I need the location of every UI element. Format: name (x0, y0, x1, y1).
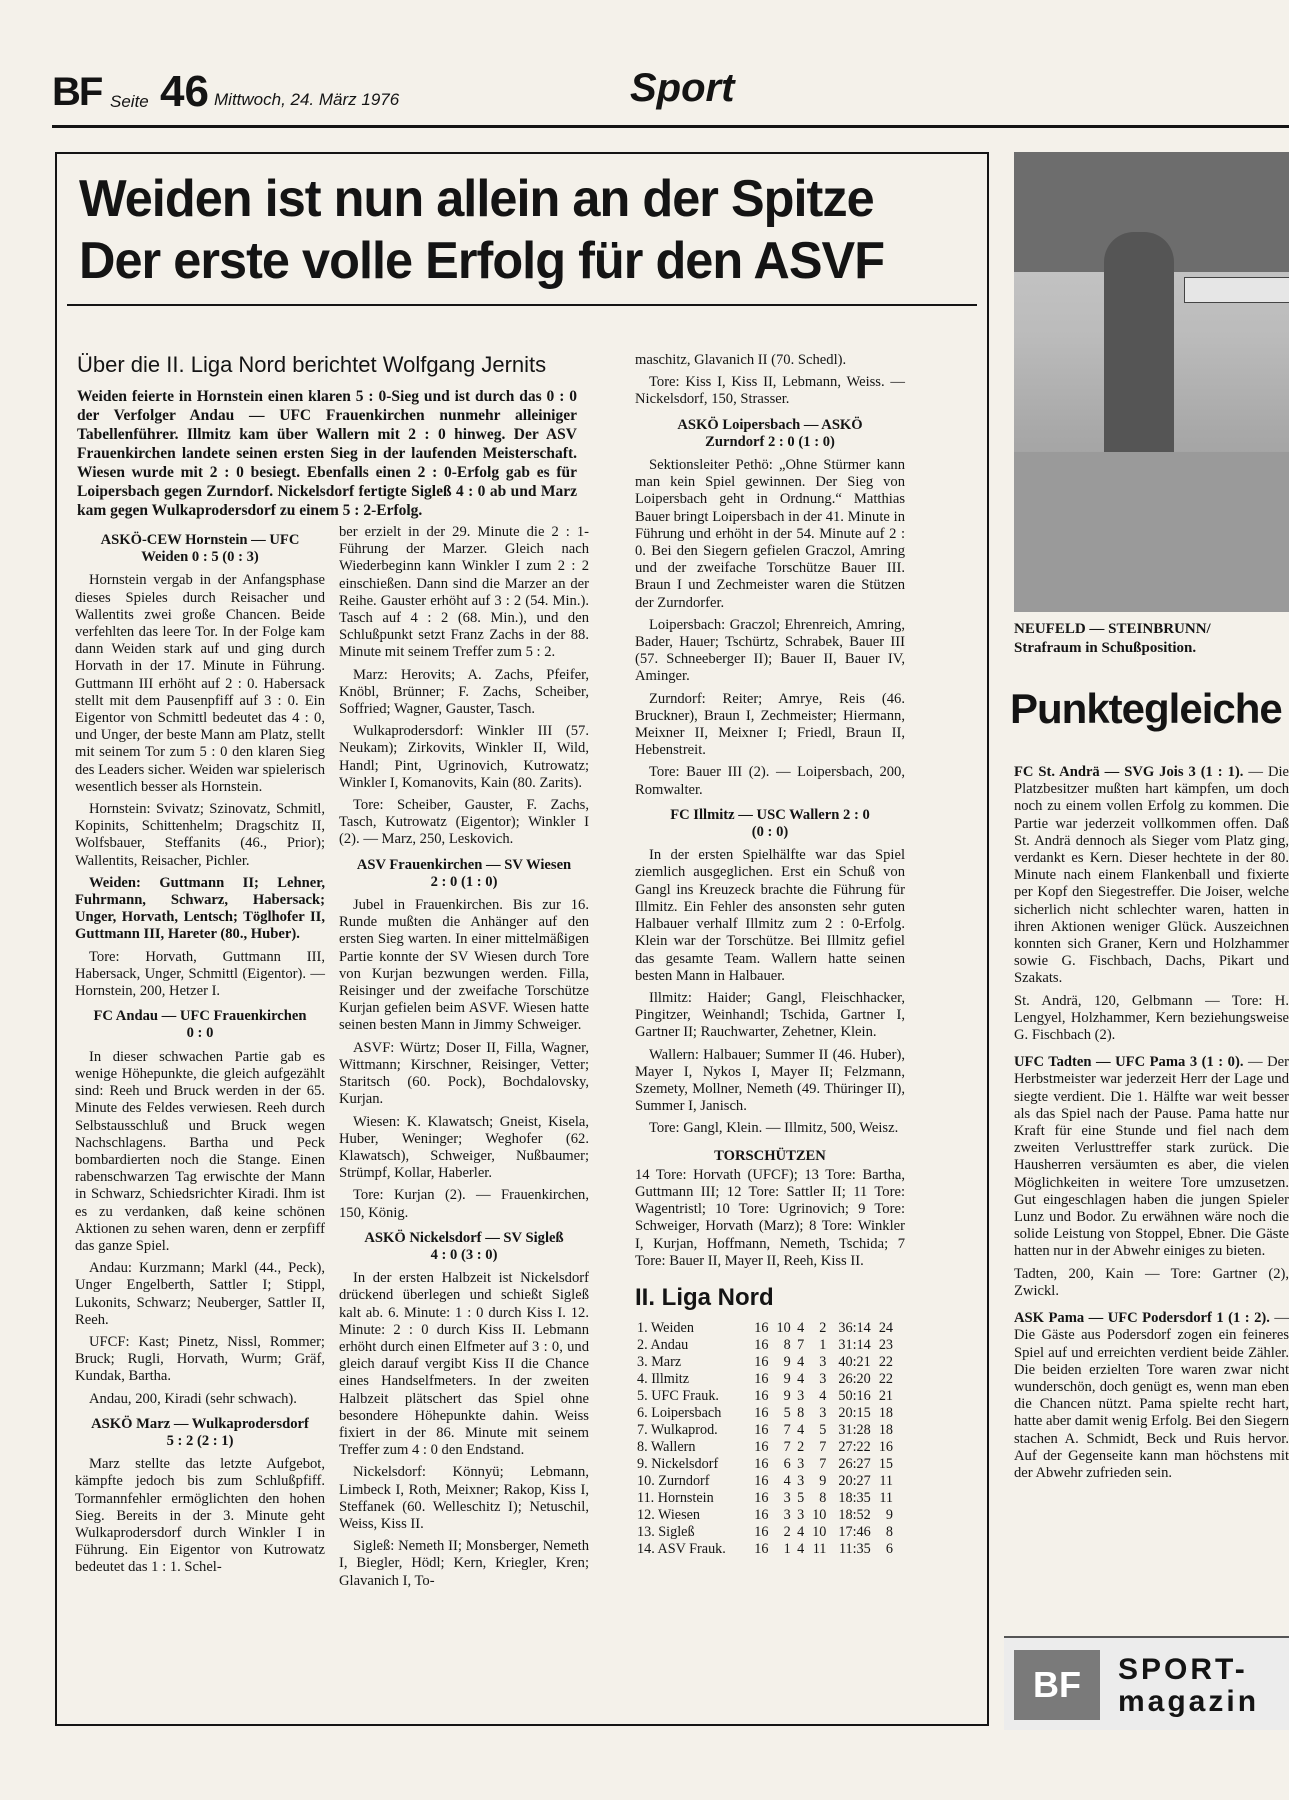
lineup: Wulkaprodersdorf: Winkler III (57. Neukam); Zirkovits, Winkler II, Wild, Handl; Pint, Ugrinovich, Kutrowatz; Winkler I, Komanovits, Kain (80. Zarits). (339, 723, 589, 791)
stat-cell: 40:21 (838, 1353, 871, 1370)
match-teams: FC Illmitz — USC Wallern 2 : 0 (670, 806, 870, 823)
stat-cell: 4 (797, 1421, 805, 1438)
referee-line: Andau, 200, Kiradi (sehr schwach). (89, 1390, 297, 1407)
table-row (635, 1507, 895, 1524)
stat-cell: 18:52 (838, 1506, 871, 1523)
stat-cell: 16 (878, 1438, 893, 1455)
match-score: Zurndorf 2 : 0 (1 : 0) (705, 433, 835, 450)
lineup: Hornstein: Svivatz; Szinovatz, Schmitl, Kopinits, Schittenhelm; Dragschitz II, Wolfsbauer, Steffanits (46., Prior); Wallentits, Reisacher, Pichler. (75, 801, 325, 869)
stat-cell: 7 (797, 1336, 805, 1353)
stat-cell: 16 (754, 1319, 769, 1336)
headline-line-2: Der erste volle Erfolg für den ASVF (79, 232, 885, 290)
advert-text (1118, 1654, 1259, 1718)
stat-cell: 16 (754, 1370, 769, 1387)
masthead (52, 64, 1289, 124)
table-row (635, 1388, 895, 1405)
stat-cell: 7 (783, 1421, 791, 1438)
match-score: 2 : 0 (1 : 0) (430, 873, 498, 890)
team-cell: 14. ASV Frauk. (637, 1540, 726, 1557)
stat-cell: 16 (754, 1540, 769, 1557)
stat-cell: 7 (783, 1438, 791, 1455)
side-article (1014, 764, 1289, 1487)
stat-cell: 22 (878, 1353, 893, 1370)
stat-cell: 16 (754, 1523, 769, 1540)
photo-player (1104, 232, 1174, 462)
match-teams: FC Andau — UFC Frauenkirchen (93, 1008, 307, 1025)
match-heading (635, 807, 905, 841)
goals-line: St. Andrä, 120, Gelbmann — Tore: H. Lengyel, Holzhammer, Kern beziehungsweise G. Fischbach (2). (1014, 992, 1289, 1044)
stat-cell: 16 (754, 1387, 769, 1404)
stat-cell: 3 (797, 1506, 805, 1523)
stat-cell: 9 (783, 1353, 791, 1370)
stat-cell: 2 (783, 1523, 791, 1540)
goals-line: Tore: Kiss I, Kiss II, Lebmann, Weiss. — Nickelsdorf, 150, Strasser. (635, 374, 905, 408)
league-table (635, 1320, 895, 1558)
headline-rule (67, 304, 977, 306)
stat-cell: 6 (783, 1455, 791, 1472)
stat-cell: 2 (797, 1438, 805, 1455)
stat-cell: 26:20 (838, 1370, 871, 1387)
match-heading: ASK Pama — UFC Podersdorf 1 (1 : 2). (1014, 1310, 1270, 1327)
stat-cell: 9 (885, 1506, 893, 1523)
league-table-title: II. Liga Nord (635, 1283, 774, 1311)
match-heading (75, 1416, 325, 1450)
match-score: 5 : 2 (2 : 1) (166, 1432, 234, 1449)
stat-cell: 8 (885, 1523, 893, 1540)
team-cell: 9. Nickelsdorf (637, 1455, 719, 1472)
lineup: Zurndorf: Reiter; Amrye, Reis (46. Bruckner), Braun I, Zechmeister; Hiermann, Meixner II, Meixner I; Friedl, Braun II, Hebenstreit. (635, 690, 905, 759)
stat-cell: 20:27 (838, 1472, 871, 1489)
stat-cell: 3 (797, 1472, 805, 1489)
stat-cell: 10 (812, 1506, 827, 1523)
section-title: Sport (630, 66, 735, 110)
match-heading (75, 532, 325, 566)
article-byline: Über die II. Liga Nord berichtet Wolfgang Jernits (77, 352, 547, 377)
stat-cell: 16 (754, 1455, 769, 1472)
match-heading: FC St. Andrä — SVG Jois 3 (1 : 1). (1014, 764, 1244, 780)
match-report: Marz stellte das letzte Aufgebot, kämpfte jedoch bis zum Schlußpfiff. Tormannfehler ermöglichten den hohen Sieg. Bereits in der 3. Minute geht Wulkaprodersdorf durch Winkler I in Führung. Ein Eigentor von Kutrowatz bedeutet das 1 : 1. Schel- (75, 1456, 325, 1576)
stat-cell: 3 (797, 1455, 805, 1472)
lineup: ASVF: Würtz; Doser II, Filla, Wagner, Wittmann; Kirschner, Reisinger, Vetter; Staritsch (60. Pock), Bochdalovsky, Kurjan. (339, 1039, 589, 1108)
stat-cell: 6 (885, 1540, 893, 1557)
match-report: UFC Tadten — UFC Pama 3 (1 : 0). — Der Herbstmeister war jederzeit Herr der Lage und siegte verdient. Die 1. Hälfte war weit besser als das Spiel nach der Pause. Pama hatte nur Kraft für eine Stunde und fiel nach dem zweiten Verlusttreffer stark zurück. Die Hausherren versäumten es aber, die vielen Möglichkeiten in weitere Tore umzusetzen. Gut eingeschlagen haben die jungen Spieler Lunz und Bodor. Zu erwähnen wäre noch die solide Leistung von Stoppel, Ebner. Die Gäste hatten nur in der Abwehr einiges zu bieten. (1014, 1054, 1289, 1260)
stat-cell: 2 (819, 1319, 827, 1336)
stat-cell: 31:14 (838, 1336, 871, 1353)
stat-cell: 9 (819, 1472, 827, 1489)
table-row (635, 1337, 895, 1354)
team-cell: 10. Zurndorf (637, 1472, 710, 1489)
lineup: Wiesen: K. Klawatsch; Gneist, Kisela, Huber, Weninger; Weghofer (62. Klawatsch), Schweiger, Nußbaumer; Strümpf, Kollar, Haberler. (339, 1113, 589, 1182)
advert-line-2: magazin (1118, 1685, 1260, 1718)
stat-cell: 50:16 (838, 1387, 871, 1404)
stat-cell: 16 (754, 1421, 769, 1438)
stat-cell: 4 (797, 1540, 805, 1557)
match-score: (0 : 0) (751, 824, 789, 841)
team-cell: 3. Marz (637, 1353, 682, 1370)
article-column-1 (75, 524, 325, 1582)
stat-cell: 3 (797, 1387, 805, 1404)
stat-cell: 11:35 (838, 1540, 871, 1557)
stat-cell: 3 (783, 1506, 791, 1523)
stat-cell: 23 (878, 1336, 893, 1353)
lineup: Sigleß: Nemeth II; Monsberger, Nemeth I, Biegler, Hödl; Kern, Kriegler, Kren; Glavanich I, To- (339, 1538, 589, 1589)
lineup: UFCF: Kast; Pinetz, Nissl, Rommer; Bruck; Rugli, Horvath, Wurm; Gräf, Kundak, Bartha. (75, 1333, 325, 1385)
stat-cell: 26:27 (838, 1455, 871, 1472)
team-cell: 12. Wiesen (637, 1506, 700, 1523)
stat-cell: 11 (879, 1472, 893, 1489)
team-cell: 7. Wulkaprod. (637, 1421, 718, 1438)
stat-cell: 16 (754, 1438, 769, 1455)
match-report: In dieser schwachen Partie gab es wenige Höhepunkte, die gleich aufgezählt sind: Reeh und Bruck werden in der 65. Minute des Feldes verwiesen. Reeh durch Selbstausschluß und Bruck wegen Nachschlagens. Bartha und Peck bombardierten noch die Stange. Einen rabenschwarzen Tag erwischte der Mann in Schwarz, Schiedsrichter Kiradi. Ihm ist es zu verdanken, daß keine schönen Aktionen zu sehen waren, denn er zerpfiff das ganze Spiel. (75, 1048, 325, 1254)
match-report: In der ersten Halbzeit ist Nickelsdorf drückend überlegen und schießt Sigleß kalt ab. 6. Minute: 1 : 0 durch Kiss I. 12. Minute: 2 : 0 durch Kiss II. Lebmann erhöht durch einen Elfmeter auf 3 : 0, und gleich darauf vergibt Kiss II die Chance eines Handselfmeters. In der zweiten Halbzeit plätschert das Spiel ohne besondere Höhepunkte dahin. Weiss fixiert in der 86. Minute mit seinem Treffer zum 4 : 0 den Endstand. (339, 1270, 589, 1459)
stat-cell: 3 (819, 1370, 827, 1387)
stat-cell: 7 (819, 1438, 827, 1455)
stat-cell: 18 (878, 1404, 893, 1421)
issue-date: Mittwoch, 24. März 1976 (214, 90, 400, 109)
photo-pitch (1014, 452, 1289, 612)
match-heading (635, 417, 905, 451)
match-report-continued: ber erzielt in der 29. Minute die 2 : 1-Führung der Marzer. Gleich nach Wiederbeginn kann Winkler I zum 2 : 2 einschießen. Dann sind die Marzer an der Reihe. Gauster erhöht auf 3 : 2 (54. Min.). Tasch auf 4 : 2 (68. Min.), und den Schlußpunkt setzt Franz Zachs in der 88. Minute mit seinem Treffer zum 5 : 2. (339, 524, 589, 661)
match-report: Hornstein vergab in der Anfangsphase dieses Spieles durch Reisacher und Wallentits zwei große Chancen. Beide verfehlten das leere Tor. In der Folge kam dann Weiden stark auf und ging durch Horvath in der 17. Minute in Führung. Guttmann III erhöht auf 2 : 0. Habersack stellt mit dem Pausenpfiff auf 3 : 0. Ein Eigentor von Schmittl bedeutet das 4 : 0, und Unger, der beste Mann am Platz, stellt mit seinem Tor zum 5 : 0 den klaren Sieg des Leaders sicher. Weiden war spielerisch wesentlich besser als Hornstein. (75, 572, 325, 795)
match-report: ASK Pama — UFC Podersdorf 1 (1 : 2). — Die Gäste aus Podersdorf zogen ein feineres Spiel auf und erreichten verdient beide Zähler. Die beiden erzielten Tore waren zwar nicht wunderschön, doch genügt es, wenn man eben die Chancen nützt. Pama spielte recht hart, hatte aber damit wenig Erfolg. Bei den Siegern stachen A. Schmidt, Beck und Ruis hervor. Auf der Gegenseite kann man höchstens mit der Abwehr zufrieden sein. (1014, 1310, 1289, 1481)
match-teams: ASKÖ Loipersbach — ASKÖ (677, 416, 863, 433)
stat-cell: 4 (797, 1370, 805, 1387)
stat-cell: 7 (819, 1455, 827, 1472)
stat-cell: 4 (819, 1387, 827, 1404)
team-cell: 1. Weiden (637, 1319, 694, 1336)
match-score: Weiden 0 : 5 (0 : 3) (141, 549, 259, 566)
lineup: Marz: Herovits; A. Zachs, Pfeifer, Knöbl, Brünner; F. Zachs, Scheiber, Soffried; Wagner, Gauster, Tasch. (339, 666, 589, 718)
article-column-3 (635, 352, 905, 1558)
stat-cell: 20:15 (838, 1404, 871, 1421)
table-row (635, 1422, 895, 1439)
stat-cell: 9 (783, 1370, 791, 1387)
lineup: Wallern: Halbauer; Summer II (46. Huber), Mayer I, Nykos I, Mayer II; Felzmann, Szemety, Mollner, Nemeth (49. Thüringer II), Summer I, Janisch. (635, 1046, 905, 1115)
match-teams: ASKÖ Nickelsdorf — SV Sigleß (364, 1229, 564, 1246)
stat-cell: 24 (878, 1319, 893, 1336)
photo-advert-board (1184, 277, 1289, 303)
stat-cell: 31:28 (838, 1421, 871, 1438)
match-teams: ASKÖ Marz — Wulkaprodersdorf (91, 1415, 309, 1432)
match-score: 0 : 0 (186, 1025, 214, 1042)
match-text: Die Platzbesitzer mußten hart kämpfen, um doch noch zu einem vollen Erfolg zu kommen. Die Partie war jederzeit vollkommen offen. Daß St. Andrä dennoch als Sieger vom Platz ging, verdankt es Kern. Dieser hechtete in der 80. Minute nach einem Flankenball und fixierte per Kopf den Siegestreffer. Die Joiser, welche sicherlich nicht schlechter waren, hatten in ihren Aktionen weniger Glück. Auszeichnen konnten sich Graner, Kern und Holzhammer sowie G. Fischbach, Dachs, Pikart und Szakats. (1014, 764, 1289, 987)
goals-line: Tore: Kurjan (2). — Frauenkirchen, 150, König. (339, 1187, 589, 1221)
match-heading: UFC Tadten — UFC Pama 3 (1 : 0). (1014, 1054, 1244, 1071)
table-row (635, 1439, 895, 1456)
match-text: Die Gäste aus Podersdorf zogen ein feineres Spiel auf und erreichten verdient beide Zähler. Die beiden erzielten Tore waren zwar nicht wunderschön, doch genügt es, wenn man eben die Chancen nützt. Pama spielte recht hart, hatte aber damit wenig Erfolg. Bei den Siegern stachen A. Schmidt, Beck und Ruis hervor. Auf der Gegenseite kann man höchstens mit der Abwehr zufrieden sein. (1014, 1327, 1289, 1481)
photo-caption (1014, 620, 1289, 658)
stat-cell: 16 (754, 1489, 769, 1506)
stat-cell: 11 (812, 1540, 827, 1557)
table-row (635, 1320, 895, 1337)
table-row (635, 1354, 895, 1371)
goals-line: Tadten, 200, Kain — Tore: Gartner (2), Zwickl. (1014, 1265, 1289, 1299)
goals-line: Tore: Bauer III (2). — Loipersbach, 200, Romwalter. (635, 764, 905, 798)
stat-cell: 22 (878, 1370, 893, 1387)
stat-cell: 11 (879, 1489, 893, 1506)
stat-cell: 5 (819, 1421, 827, 1438)
team-cell: 6. Loipersbach (637, 1404, 722, 1421)
stat-cell: 8 (783, 1336, 791, 1353)
match-heading (339, 1230, 589, 1264)
stat-cell: 3 (819, 1353, 827, 1370)
stat-cell: 18:35 (838, 1489, 871, 1506)
match-score: 4 : 0 (3 : 0) (430, 1246, 498, 1263)
lineup: Andau: Kurzmann; Markl (44., Peck), Unger Engelberth, Sattler I; Stippl, Lukonits, Schwarz; Neuberger, Sattler II, Reeh. (75, 1260, 325, 1328)
article-headline (79, 168, 942, 292)
caption-line-2: Strafraum in Schußposition. (1014, 640, 1197, 656)
team-cell: 4. Illmitz (637, 1370, 690, 1387)
table-row (635, 1371, 895, 1388)
table-row (635, 1490, 895, 1507)
match-report: Jubel in Frauenkirchen. Bis zur 16. Runde mußten die Anhänger auf den ersten Sieg warten. In einer mittelmäßigen Partie konnte der SV Wiesen durch Tore von Kurjan bezwungen werden. Filla, Reisinger und der zweifache Torschütze Kurjan gefielen beim ASVF. Wiesen hatte seinen besten Mann in Jimmy Schweiger. (339, 897, 589, 1034)
stat-cell: 5 (783, 1404, 791, 1421)
stat-cell: 8 (797, 1404, 805, 1421)
team-cell: 8. Wallern (637, 1438, 696, 1455)
table-row (635, 1541, 895, 1558)
advert-logo: BF (1014, 1650, 1100, 1720)
match-report: In der ersten Spielhälfte war das Spiel ziemlich ausgeglichen. Erst ein Schuß von Gangl ins Kreuzeck brachte die Führung für Illmitz. Ein Fehler des ansonsten sehr guten Halbauer verhalf Illmitz zum 2 : 0-Erfolg. Klein war der Torschütze. Bei Illmitz gefiel das gesamte Team. Wallern hatte seinen besten Mann in Halbauer. (635, 847, 905, 984)
stat-cell: 10 (812, 1523, 827, 1540)
sport-magazin-advert (1004, 1636, 1289, 1730)
stat-cell: 16 (754, 1404, 769, 1421)
match-teams: ASKÖ-CEW Hornstein — UFC (100, 532, 300, 548)
advert-line-1: SPORT- (1118, 1653, 1248, 1686)
match-heading (339, 857, 589, 891)
stat-cell: 8 (819, 1489, 827, 1506)
stat-cell: 1 (819, 1336, 827, 1353)
caption-line-1: NEUFELD — STEINBRUNN/ (1014, 621, 1211, 637)
goals-line: Tore: Horvath, Guttmann III, Habersack, Unger, Schmittl (Eigentor). — Hornstein, 200, Hetzer I. (75, 948, 325, 1000)
main-article (55, 152, 989, 1726)
team-cell: 5. UFC Frauk. (637, 1387, 719, 1404)
table-row (635, 1524, 895, 1541)
article-column-2 (339, 524, 589, 1595)
stat-cell: 4 (797, 1319, 805, 1336)
match-text: Der Herbstmeister war jederzeit Herr der Lage und siegte verdient. Die 1. Hälfte war weit besser als das Spiel nach der Pause. Pama hatte nur Kraft für eine Stunde und fiel nach dem zweiten Verlusttreffer stark zurück. Die Hausherren versäumten es aber, die vielen Möglichkeiten in weitere Tore umzusetzen. Gut eingeschlagen haben die jungen Spieler Lunz und Bodor. Zu erwähnen wäre noch die solide Leistung von Stoppel, Ebner. Die Gäste hatten nur in der Abwehr einiges zu bieten. (1014, 1054, 1289, 1260)
table-row (635, 1405, 895, 1422)
match-photo (1014, 152, 1289, 612)
stat-cell: 16 (754, 1353, 769, 1370)
team-cell: 13. Sigleß (637, 1523, 695, 1540)
match-report: Sektionsleiter Pethö: „Ohne Stürmer kann man kein Spiel gewinnen. Der Sieg von Loipersbach geht in Ordnung.“ Matthias Bauer bringt Loipersbach in der 41. Minute in Führung und erhöht in der 54. Minute auf 2 : 0. Bei den Siegern gefielen Graczol, Amring und der zweifache Torschütze Bauer III. Braun I und Zechmeister waren die Stützen der Zurndorfer. (635, 457, 905, 611)
lineup: Loipersbach: Graczol; Ehrenreich, Amring, Bader, Hauer; Tschürtz, Schrabek, Bauer III (57. Schneeberger II); Bauer II, Bauer IV, Aminger. (635, 616, 905, 685)
table-row (635, 1473, 895, 1490)
stat-cell: 9 (783, 1387, 791, 1404)
scorers-list: 14 Tore: Horvath (UFCF); 13 Tore: Bartha, Guttmann III; 12 Tore: Sattler II; 11 Tore: Wagentristl; 10 Tore: Ugrinovich; 9 Tore: Schweiger, Horvath (Marz); 8 Tore: Winkler I, Kurjan, Hoffmann, Nemeth, Tschida; 7 Tore: Bauer II, Mayer II, Reeh, Kiss II. (635, 1166, 905, 1269)
stat-cell: 10 (776, 1319, 791, 1336)
side-article-headline: Punktegleiche (1010, 685, 1282, 732)
stat-cell: 17:46 (838, 1523, 871, 1540)
masthead-rule (52, 125, 1289, 128)
match-report: FC St. Andrä — SVG Jois 3 (1 : 1). — Die Platzbesitzer mußten hart kämpfen, um doch noch zu einem vollen Erfolg zu kommen. Die Partie war jederzeit vollkommen offen. Daß St. Andrä dennoch als Sieger vom Platz ging, verdankt es Kern. Dieser hechtete in der 80. Minute nach einem Flankenball und fixierte per Kopf den Siegestreffer. Die Joiser, welche sicherlich nicht schlechter waren, hatten in ihren Aktionen weniger Glück. Auszeichnen konnten sich Graner, Kern und Holzhammer sowie G. Fischbach, Dachs, Pikart und Szakats. (1014, 764, 1289, 987)
lineup: Nickelsdorf: Könnyü; Lebmann, Limbeck I, Roth, Meixner; Rakop, Kiss I, Steffanek (60. Welleschitz I); Netuschil, Weiss, Kiss II. (339, 1464, 589, 1532)
match-heading (75, 1008, 325, 1042)
lineup: Weiden: Guttmann II; Lehner, Fuhrmann, Schwarz, Habersack; Unger, Horvath, Lentsch; Töglhofer II, Guttmann III, Hareter (80., Huber). (75, 874, 325, 943)
team-cell: 2. Andau (637, 1336, 689, 1353)
stat-cell: 1 (783, 1540, 791, 1557)
stat-cell: 16 (754, 1336, 769, 1353)
stat-cell: 4 (783, 1472, 791, 1489)
headline-line-1: Weiden ist nun allein an der Spitze (79, 170, 874, 228)
stat-cell: 36:14 (838, 1319, 871, 1336)
lineup-continued: maschitz, Glavanich II (70. Schedl). (635, 352, 847, 368)
seite-label: Seite (110, 92, 149, 111)
lineup: Illmitz: Haider; Gangl, Fleischhacker, Pingitzer, Weinhandl; Tschida, Gartner I, Gartner II; Rauchwarter, Zehetner, Klein. (635, 989, 905, 1041)
article-intro: Weiden feierte in Hornstein einen klaren 5 : 0-Sieg und ist durch das 0 : 0 der Verfolger Andau — UFC Frauenkirchen nunmehr alleiniger Tabellenführer. Illmitz kam über Wallern mit 2 : 0 hinweg. Der ASV Frauenkirchen landete seinen ersten Sieg in der laufenden Meisterschaft. Wiesen wurde mit 2 : 0 besiegt. Ebenfalls einen 2 : 0-Erfolg gab es für Loipersbach gegen Zurndorf. Nickelsdorf fertigte Sigleß 4 : 0 ab und Marz kam gegen Wulkaprodersdorf zu einem 5 : 2-Erfolg. (77, 388, 577, 519)
goals-line: Tore: Gangl, Klein. — Illmitz, 500, Weisz. (649, 1120, 899, 1137)
stat-cell: 5 (797, 1489, 805, 1506)
stat-cell: 16 (754, 1506, 769, 1523)
table-row (635, 1456, 895, 1473)
stat-cell: 16 (754, 1472, 769, 1489)
scorers-heading: TORSCHÜTZEN (714, 1147, 826, 1164)
stat-cell: 4 (797, 1523, 805, 1540)
newspaper-logo: BF (52, 70, 102, 114)
stat-cell: 4 (797, 1353, 805, 1370)
page-number: 46 (160, 67, 209, 116)
stat-cell: 3 (783, 1489, 791, 1506)
goals-line: Tore: Scheiber, Gauster, F. Zachs, Tasch, Kutrowatz (Eigentor); Winkler I (2). — Marz, 250, Leskovich. (339, 797, 589, 848)
match-teams: ASV Frauenkirchen — SV Wiesen (356, 856, 572, 873)
stat-cell: 18 (878, 1421, 893, 1438)
team-cell: 11. Hornstein (637, 1489, 714, 1506)
stat-cell: 3 (819, 1404, 827, 1421)
stat-cell: 21 (878, 1387, 893, 1404)
stat-cell: 27:22 (838, 1438, 871, 1455)
stat-cell: 15 (878, 1455, 893, 1472)
